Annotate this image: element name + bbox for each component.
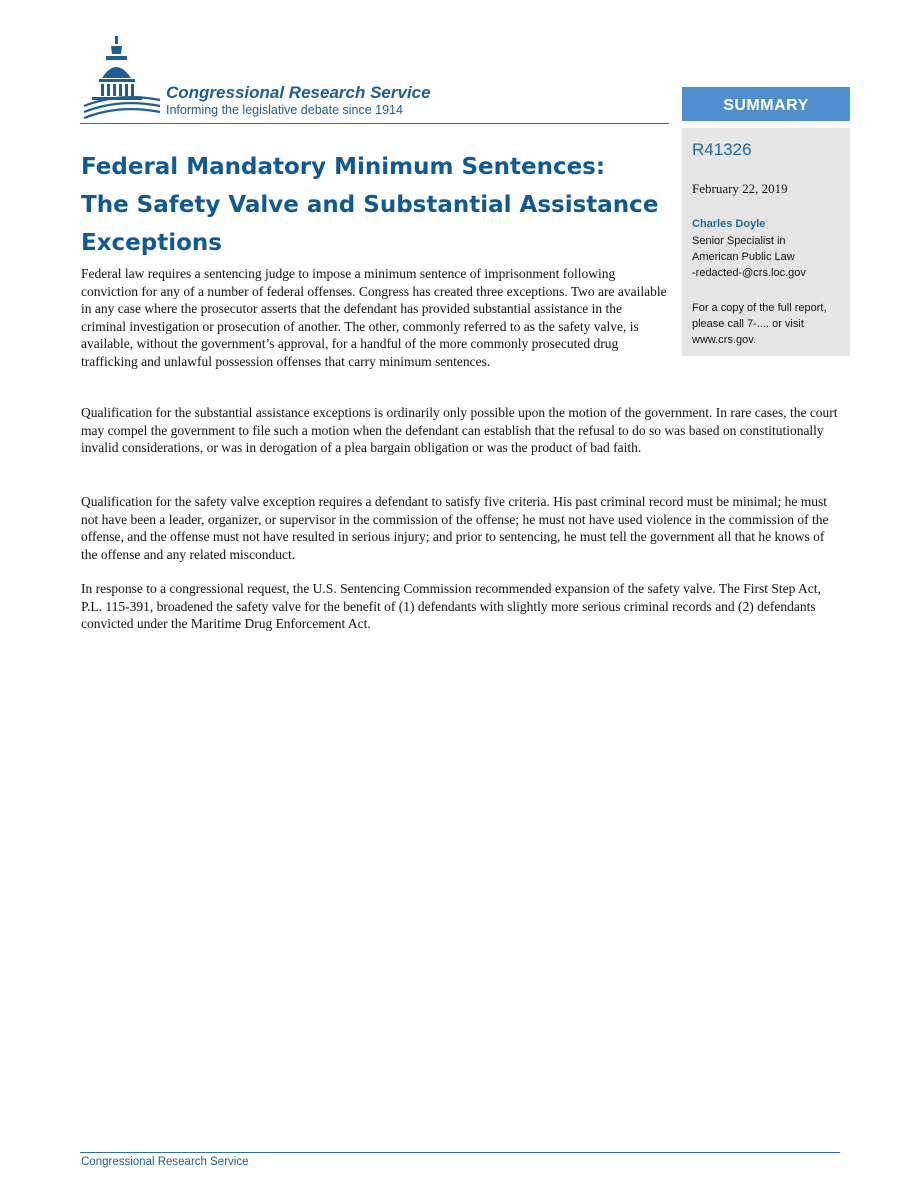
- summary-heading: SUMMARY: [682, 87, 850, 121]
- author-email: -redacted-@crs.loc.gov: [692, 267, 806, 279]
- summary-sidebar: [682, 128, 850, 356]
- document-title: [81, 148, 671, 262]
- title-line-3: Exceptions: [81, 230, 222, 256]
- author-name: Charles Doyle: [692, 218, 766, 230]
- org-tagline: Informing the legislative debate since 1914: [166, 103, 403, 117]
- report-date: February 22, 2019: [692, 181, 788, 196]
- copy-info-line2: please call 7-.... or visit: [692, 318, 804, 330]
- summary-paragraph-3: Qualification for the safety valve exception requires a defendant to satisfy five criteria. His past criminal record must be minimal; he must not have been a leader, organizer, or supervisor in the commission of the offense; he must not have used violence in the commission of the offense, and the offense must not have resulted in serious injury; and prior to sentencing, he must tell the government all that he knows of the offense and any related misconduct.: [81, 494, 829, 562]
- footer-divider: [80, 1152, 840, 1153]
- author-title-line1: Senior Specialist in: [692, 235, 786, 247]
- copy-info-line1: For a copy of the full report,: [692, 302, 827, 314]
- crs-logo: [80, 34, 470, 124]
- author-title-line2: American Public Law: [692, 251, 795, 263]
- footer-text: Congressional Research Service: [81, 1156, 249, 1168]
- header-divider: [80, 123, 669, 124]
- title-line-2: The Safety Valve and Substantial Assistance: [81, 192, 659, 218]
- copy-info-line3: www.crs.gov.: [692, 334, 756, 346]
- summary-paragraph-1: Federal law requires a sentencing judge to impose a minimum sentence of imprisonment following conviction for any of a number of federal offenses. Congress has created three exceptions. Two are available in any case where the prosecutor asserts that the defendant has provided substantial assistance in the criminal investigation or prosecution of another. The other, commonly referred to as the safety valve, is available, without the government’s approval, for a handful of the more commonly prosecuted drug trafficking and unlawful possession offenses that carry minimum sentences.: [81, 266, 667, 369]
- summary-paragraph-2: Qualification for the substantial assistance exceptions is ordinarily only possible upon the motion of the government. In rare cases, the court may compel the government to file such a motion when the defendant can establish that the refusal to do so was based on constitutionally invalid considerations, or was in derogation of a plea bargain obligation or was the product of bad faith.: [81, 405, 838, 455]
- capitol-dome-icon: [80, 34, 164, 124]
- summary-paragraph-4: In response to a congressional request, the U.S. Sentencing Commission recommended expansion of the safety valve. The First Step Act, P.L. 115-391, broadened the safety valve for the benefit of (1) defendants with slightly more serious criminal records and (2) defendants convicted under the Maritime Drug Enforcement Act.: [81, 581, 821, 631]
- title-line-1: Federal Mandatory Minimum Sentences:: [81, 154, 606, 180]
- report-number: R41326: [692, 140, 752, 159]
- org-name: Congressional Research Service: [166, 83, 431, 102]
